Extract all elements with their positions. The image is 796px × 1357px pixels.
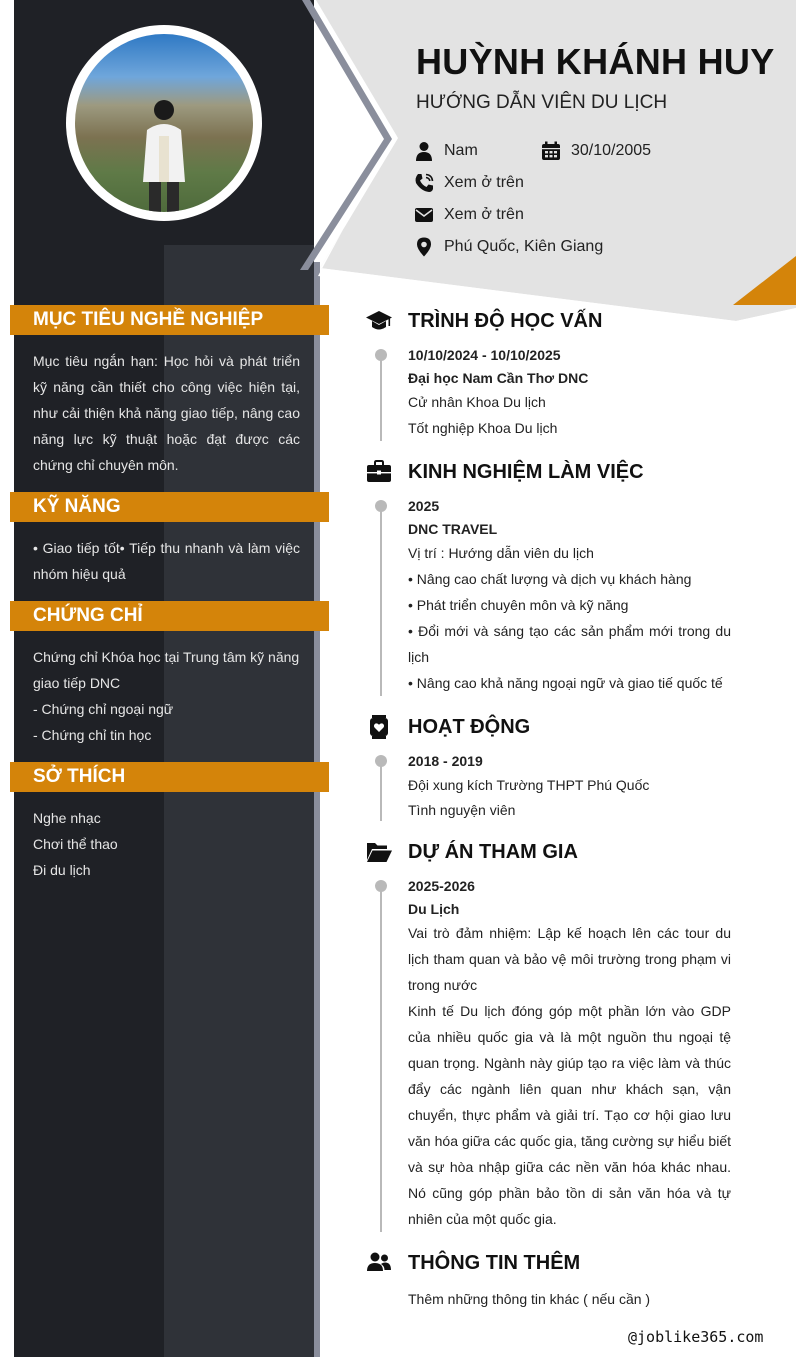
address-value: Phú Quốc, Kiên Giang: [444, 238, 604, 255]
hobbies-list: [33, 805, 300, 883]
activities-heading-row: [366, 714, 530, 740]
projects-heading-row: [366, 839, 578, 865]
experience-date: 2025: [408, 498, 440, 514]
activities-entry: [408, 749, 731, 823]
certificates-heading-bar: [10, 601, 329, 631]
folder-open-icon: [366, 839, 392, 865]
timeline-line: [380, 886, 382, 1232]
hobbies-heading-bar: [10, 762, 329, 792]
projects-line: Kinh tế Du lịch đóng góp một phần lớn vào GDP của nhiều quốc gia và là một nguồn thu ngoại tệ quan trọng. Ngành này giúp tạo ra việc làm và thúc đẩy các ngành liên quan như khách sạn, vận chuyển, thực phẩm và giải trí. Tạo cơ hội giao lưu văn hóa giữa các quốc gia, tăng cường sự hiểu biết và sự hòa nhập giữa các nền văn hóa khác nhau. Nó cũng góp phần bảo tồn di sản văn hóa và tự nhiên của một quốc gia.: [408, 1003, 731, 1227]
projects-name: Du Lịch: [408, 901, 460, 917]
education-heading: TRÌNH ĐỘ HỌC VẤN: [408, 309, 603, 332]
timeline-dot: [375, 500, 387, 512]
email-row: [414, 205, 524, 225]
envelope-icon: [414, 205, 434, 225]
activities-date: 2018 - 2019: [408, 753, 483, 769]
phone-row: [414, 173, 524, 193]
certificates-heading: CHỨNG CHỈ: [33, 605, 143, 626]
experience-company: DNC TRAVEL: [408, 521, 498, 537]
projects-date: 2025-2026: [408, 878, 475, 894]
user-icon: [414, 141, 434, 161]
education-school: Đại học Nam Cần Thơ DNC: [408, 370, 589, 386]
projects-line: Vai trò đảm nhiệm: Lập kế hoạch lên các tour du lịch tham quan và bảo vệ môi trường trong phạm vi trong nước: [408, 925, 731, 993]
education-entry: [408, 343, 731, 441]
objective-heading-bar: [10, 305, 329, 335]
hobbies-heading: SỞ THÍCH: [33, 766, 126, 787]
projects-heading: DỰ ÁN THAM GIA: [408, 840, 578, 863]
timeline-dot: [375, 880, 387, 892]
hobby-item: Chơi thể thao: [33, 836, 118, 852]
person-figure: [141, 96, 187, 212]
skills-heading: KỸ NĂNG: [33, 496, 121, 517]
projects-entry: [408, 874, 731, 1232]
extra-text: Thêm những thông tin khác ( nếu cần ): [408, 1291, 651, 1307]
candidate-name: HUỲNH KHÁNH HUY: [416, 41, 775, 82]
experience-line: Vị trí : Hướng dẫn viên du lịch: [408, 545, 594, 561]
calendar-icon: [541, 141, 561, 161]
experience-line: • Phát triển chuyên môn và kỹ năng: [408, 597, 629, 613]
phone-icon: [414, 173, 434, 193]
hobby-item: Nghe nhạc: [33, 810, 101, 826]
timeline-dot: [375, 349, 387, 361]
hobby-item: Đi du lịch: [33, 862, 91, 878]
graduation-cap-icon: [366, 308, 392, 334]
skills-heading-bar: [10, 492, 329, 522]
education-line: Cử nhân Khoa Du lịch: [408, 394, 546, 410]
education-line: Tốt nghiệp Khoa Du lịch: [408, 420, 558, 436]
activities-heading: HOẠT ĐỘNG: [408, 715, 531, 738]
location-pin-icon: [414, 237, 434, 257]
certificate-item: - Chứng chỉ ngoại ngữ: [33, 701, 174, 717]
birthdate-row: [541, 141, 651, 161]
experience-line: • Đổi mới và sáng tạo các sản phẩm mới trong du lịch: [408, 623, 731, 665]
extra-heading-row: [366, 1250, 580, 1276]
activities-line: Tình nguyện viên: [408, 802, 516, 818]
gender-value: Nam: [444, 142, 478, 159]
timeline-line: [380, 761, 382, 821]
certificates-list: [33, 644, 300, 748]
address-row: [414, 237, 603, 257]
watermark: @joblike365.com: [628, 1328, 764, 1346]
gender-row: [414, 141, 478, 161]
timeline-line: [380, 355, 382, 441]
timeline-line: [380, 506, 382, 696]
briefcase-icon: [366, 459, 392, 485]
activities-line: Đội xung kích Trường THPT Phú Quốc: [408, 777, 650, 793]
experience-entry: [408, 494, 731, 696]
experience-heading: KINH NGHIỆM LÀM VIỆC: [408, 460, 644, 483]
certificate-item: Chứng chỉ Khóa học tại Trung tâm kỹ năng giao tiếp DNC: [33, 649, 300, 691]
experience-line: • Nâng cao chất lượng và dịch vụ khách hàng: [408, 571, 692, 587]
sidebar-edge-strip: [314, 262, 320, 1357]
users-icon: [366, 1250, 392, 1276]
objective-text: Mục tiêu ngắn hạn: Học hỏi và phát triển kỹ năng cần thiết cho công việc hiện tại, như cải thiện khả năng giao tiếp, nâng cao năng lực kỹ thuật hoặc đạt được các chứng chỉ chuyên môn.: [33, 353, 300, 473]
experience-line: • Nâng cao khả năng ngoại ngữ và giao tiế quốc tế: [408, 675, 723, 691]
avatar: [66, 25, 262, 221]
phone-value: Xem ở trên: [444, 174, 524, 191]
job-title: HƯỚNG DẪN VIÊN DU LỊCH: [416, 92, 668, 113]
skills-text: • Giao tiếp tốt• Tiếp thu nhanh và làm việc nhóm hiệu quả: [33, 540, 300, 582]
birthdate-value: 30/10/2005: [571, 142, 652, 159]
education-date: 10/10/2024 - 10/10/2025: [408, 347, 561, 363]
certificate-item: - Chứng chỉ tin học: [33, 727, 152, 743]
timeline-dot: [375, 755, 387, 767]
extra-heading: THÔNG TIN THÊM: [408, 1251, 581, 1274]
experience-heading-row: [366, 459, 644, 485]
education-heading-row: [366, 308, 602, 334]
activity-badge-icon: [366, 714, 392, 740]
profile-photo: [75, 34, 253, 212]
objective-heading: MỤC TIÊU NGHỀ NGHIỆP: [33, 309, 264, 330]
email-value: Xem ở trên: [444, 206, 524, 223]
